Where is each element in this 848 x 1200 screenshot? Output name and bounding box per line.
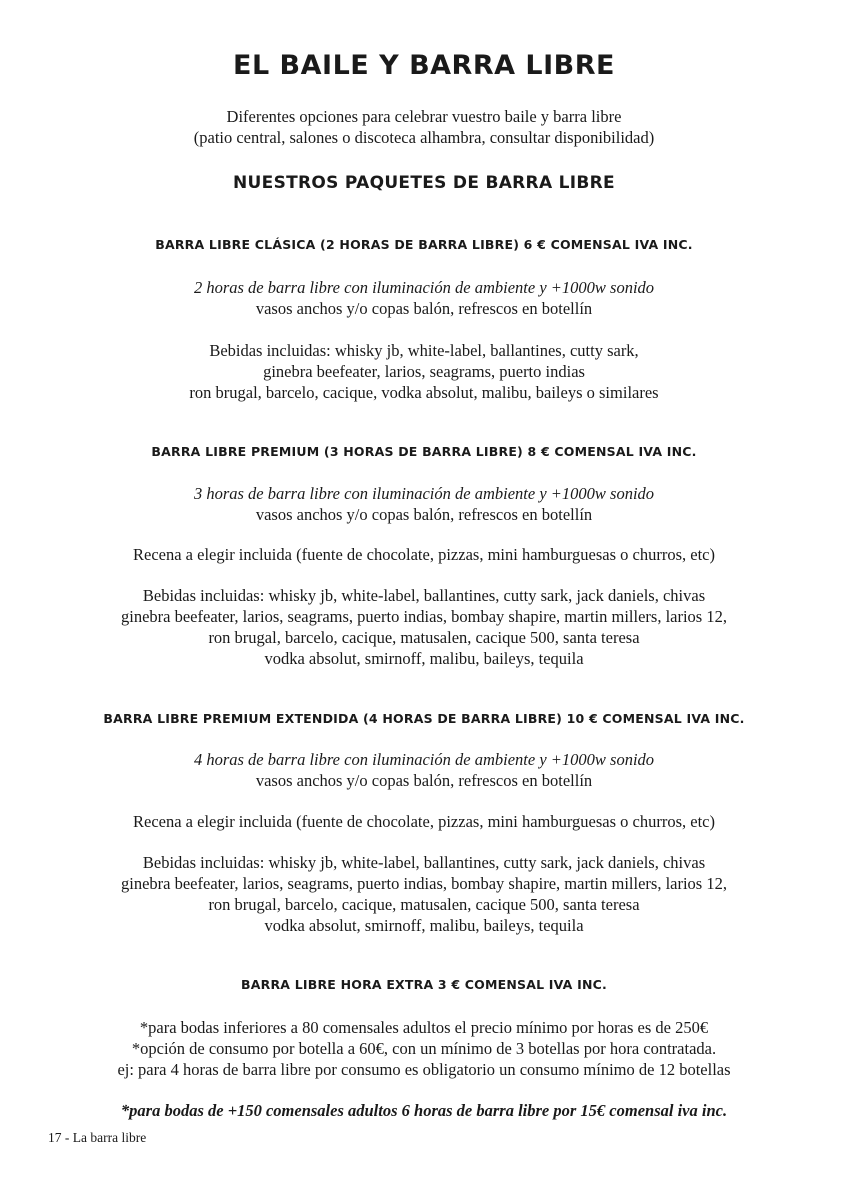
note-line: *opción de consumo por botella a 60€, con un mínimo de 3 botellas por hora contratada. (131, 1039, 717, 1058)
package-drinks (0, 585, 848, 669)
note-line: *para bodas inferiores a 80 comensales adultos el precio mínimo por horas es de 250€ (139, 1018, 709, 1037)
intro-text (0, 106, 848, 148)
drinks-line: vodka absolut, smirnoff, malibu, baileys, tequila (264, 916, 584, 935)
package-heading-clasica: BARRA LIBRE CLÁSICA (2 HORAS DE BARRA LIBRE) 6 € COMENSAL IVA INC. (155, 237, 693, 252)
package-description (0, 483, 848, 525)
drinks-line: ginebra beefeater, larios, seagrams, puerto indias, bombay shapire, martin millers, larios 12, (121, 607, 727, 626)
package-desc-line: 2 horas de barra libre con iluminación de ambiente y +1000w sonido (193, 278, 655, 297)
package-desc-line: vasos anchos y/o copas balón, refrescos en botellín (255, 299, 593, 318)
package-desc-line: vasos anchos y/o copas balón, refrescos en botellín (255, 505, 593, 524)
drinks-line: Bebidas incluidas: whisky jb, white-label, ballantines, cutty sark, jack daniels, chivas (142, 853, 706, 872)
drinks-line: Bebidas incluidas: whisky jb, white-label, ballantines, cutty sark, jack daniels, chivas (142, 586, 706, 605)
package-drinks (0, 340, 848, 403)
large-wedding-note: *para bodas de +150 comensales adultos 6 horas de barra libre por 15€ comensal iva inc. (120, 1101, 728, 1120)
package-desc-line: 4 horas de barra libre con iluminación de ambiente y +1000w sonido (193, 750, 655, 769)
packages-heading: NUESTROS PAQUETES DE BARRA LIBRE (233, 173, 615, 193)
extra-notes (0, 1017, 848, 1080)
package-heading-premium: BARRA LIBRE PREMIUM (3 HORAS DE BARRA LIBRE) 8 € COMENSAL IVA INC. (151, 444, 697, 459)
drinks-line: Bebidas incluidas: whisky jb, white-label, ballantines, cutty sark, (209, 341, 639, 360)
note-line: ej: para 4 horas de barra libre por consumo es obligatorio un consumo mínimo de 12 botellas (117, 1060, 731, 1079)
package-description (0, 749, 848, 791)
intro-line: Diferentes opciones para celebrar vuestro baile y barra libre (226, 107, 622, 126)
drinks-line: ron brugal, barcelo, cacique, matusalen, cacique 500, santa teresa (208, 895, 640, 914)
page-footer: 17 - La barra libre (48, 1130, 147, 1145)
package-drinks (0, 852, 848, 936)
package-recena (0, 811, 848, 832)
package-heading-premium-extendida: BARRA LIBRE PREMIUM EXTENDIDA (4 HORAS DE BARRA LIBRE) 10 € COMENSAL IVA INC. (103, 711, 745, 726)
recena-line: Recena a elegir incluida (fuente de chocolate, pizzas, mini hamburguesas o churros, etc) (133, 812, 715, 831)
drinks-line: ron brugal, barcelo, cacique, matusalen, cacique 500, santa teresa (208, 628, 640, 647)
page-title: EL BAILE Y BARRA LIBRE (233, 50, 615, 81)
package-desc-line: 3 horas de barra libre con iluminación de ambiente y +1000w sonido (193, 484, 655, 503)
intro-line: (patio central, salones o discoteca alhambra, consultar disponibilidad) (193, 128, 655, 147)
drinks-line: ron brugal, barcelo, cacique, vodka absolut, malibu, baileys o similares (189, 383, 659, 402)
extra-hour-heading: BARRA LIBRE HORA EXTRA 3 € COMENSAL IVA INC. (241, 977, 607, 992)
drinks-line: ginebra beefeater, larios, seagrams, puerto indias, bombay shapire, martin millers, larios 12, (121, 874, 727, 893)
drinks-line: ginebra beefeater, larios, seagrams, puerto indias (263, 362, 585, 381)
recena-line: Recena a elegir incluida (fuente de chocolate, pizzas, mini hamburguesas o churros, etc) (133, 545, 715, 564)
package-desc-line: vasos anchos y/o copas balón, refrescos en botellín (255, 771, 593, 790)
drinks-line: vodka absolut, smirnoff, malibu, baileys, tequila (264, 649, 584, 668)
package-description (0, 277, 848, 319)
package-recena (0, 544, 848, 565)
